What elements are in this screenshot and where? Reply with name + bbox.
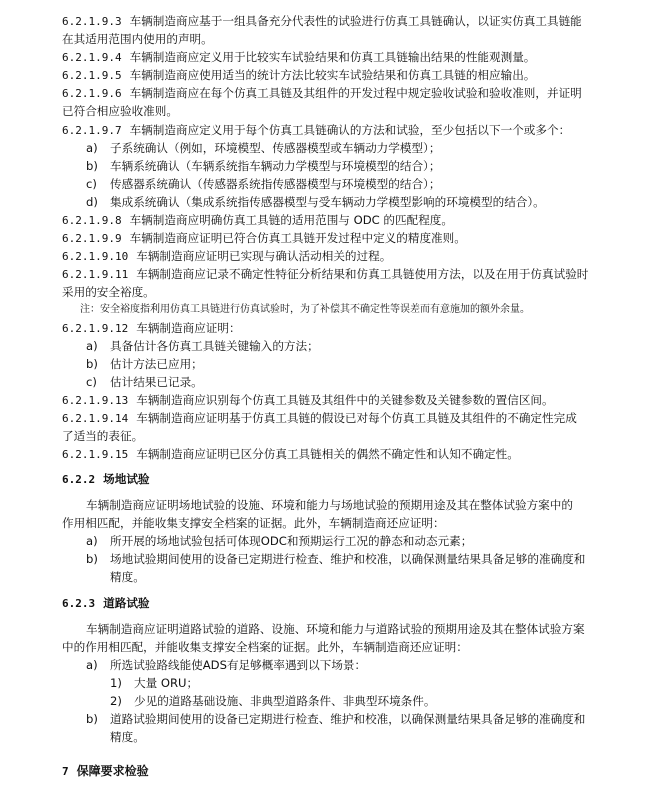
clause-text: 车辆制造商应在每个仿真工具链及其组件的开发过程中规定验收试验和验收准则，并证明 <box>129 86 582 100</box>
clause-number: 6.2.1.9.7 <box>62 124 122 137</box>
clause-6-2-1-9-13 <box>62 391 554 411</box>
list-marker: b) <box>86 552 98 566</box>
list-marker: c) <box>86 177 97 191</box>
list-text: 道路试验期间使用的设备已定期进行检查、维护和校准，以确保测量结果具备足够的准确度和 <box>110 712 586 726</box>
list-marker: d) <box>86 195 98 209</box>
clause-number: 6.2.1.9.4 <box>62 51 122 64</box>
clause-continuation: 已符合相应验收准则。 <box>62 104 178 118</box>
section-number: 6.2.2 <box>62 473 96 486</box>
clause-number: 6.2.1.9.14 <box>62 412 129 425</box>
clause-6-2-1-9-6 <box>62 84 582 104</box>
clause-continuation: 采用的安全裕度。 <box>62 285 155 299</box>
clause-text: 车辆制造商应定义用于比较实车试验结果和仿真工具链输出结果的性能观测量。 <box>129 50 536 64</box>
clause-number: 6.2.1.9.8 <box>62 214 122 227</box>
clause-text: 车辆制造商应证明基于仿真工具链的假设已对每个仿真工具链及其组件的不确定性完成 <box>136 411 577 425</box>
list-text: 估计结果已记录。 <box>110 375 203 389</box>
clause-number: 6.2.1.9.11 <box>62 268 129 281</box>
list-continuation: 精度。 <box>110 730 145 744</box>
list-text: 估计方法已应用； <box>110 357 203 371</box>
clause-6-2-1-9-15 <box>62 445 519 465</box>
list-text: 所开展的场地试验包括可体现ODC和预期运行工况的静态和动态元素； <box>110 534 473 548</box>
clause-number: 6.2.1.9.15 <box>62 448 129 461</box>
clause-text: 车辆制造商应明确仿真工具链的适用范围与 ODC 的匹配程度。 <box>129 213 453 227</box>
clause-number: 6.2.1.9.3 <box>62 15 122 28</box>
list-marker: b) <box>86 159 98 173</box>
clause-text: 车辆制造商应基于一组具备充分代表性的试验进行仿真工具链确认，以证实仿真工具链能 <box>129 14 582 28</box>
list-text: 传感器系统确认（传感器系统指传感器模型与环境模型的结合）； <box>110 177 441 191</box>
list-marker: 1) <box>110 676 122 690</box>
section-heading-6-2-2 <box>62 470 150 490</box>
list-text: 子系统确认（例如，环境模型、传感器模型或车辆动力学模型）； <box>110 141 441 155</box>
section-number: 6.2.3 <box>62 597 96 610</box>
chapter-heading-7 <box>62 762 149 782</box>
clause-text: 车辆制造商应使用适当的统计方法比较实车试验结果和仿真工具链的相应输出。 <box>129 68 536 82</box>
list-marker: b) <box>86 712 98 726</box>
clause-number: 6.2.1.9.10 <box>62 250 129 263</box>
list-marker: 2) <box>110 694 122 708</box>
clause-6-2-1-9-10 <box>62 247 391 267</box>
list-text: 具备估计各仿真工具链关键输入的方法； <box>110 339 319 353</box>
clause-6-2-1-9-8 <box>62 211 453 231</box>
clause-number: 6.2.1.9.5 <box>62 69 122 82</box>
list-text: 所选试验路线能使ADS有足够概率遇到以下场景： <box>110 658 367 672</box>
list-text: 集成系统确认（集成系统指传感器模型与受车辆动力学模型影响的环境模型的结合）。 <box>110 195 545 209</box>
clause-6-2-1-9-5 <box>62 66 535 86</box>
chapter-number: 7 <box>62 765 69 778</box>
chapter-title: 保障要求检验 <box>76 764 149 778</box>
section-heading-6-2-3 <box>62 594 150 614</box>
clause-6-2-1-9-9 <box>62 229 466 249</box>
clause-6-2-1-9-4 <box>62 48 535 68</box>
clause-number: 6.2.1.9.13 <box>62 394 129 407</box>
list-marker: c) <box>86 375 97 389</box>
clause-number: 6.2.1.9.12 <box>62 322 129 335</box>
paragraph-line: 作用相匹配，并能收集支撑安全档案的证据。此外，车辆制造商还应证明： <box>62 516 445 530</box>
clause-6-2-1-9-12 <box>62 319 241 339</box>
paragraph-line: 车辆制造商应证明场地试验的设施、环境和能力与场地试验的预期用途及其在整体试验方案中的 <box>86 498 573 512</box>
clause-text: 车辆制造商应定义用于每个仿真工具链确认的方法和试验，至少包括以下一个或多个： <box>129 123 571 137</box>
list-marker: a) <box>86 339 98 353</box>
list-marker: b) <box>86 357 98 371</box>
list-marker: a) <box>86 141 98 155</box>
paragraph-line: 中的作用相匹配，并能收集支撑安全档案的证据。此外，车辆制造商还应证明： <box>62 640 468 654</box>
list-marker: a) <box>86 658 98 672</box>
list-text: 少见的道路基础设施、非典型道路条件、非典型环境条件。 <box>134 694 436 708</box>
clause-text: 车辆制造商应记录不确定性特征分析结果和仿真工具链使用方法，以及在用于仿真试验时 <box>136 267 589 281</box>
list-marker: a) <box>86 534 98 548</box>
clause-text: 车辆制造商应证明： <box>136 321 241 335</box>
note: 注：安全裕度指利用仿真工具链进行仿真试验时，为了补偿其不确定性等误差而有意施加的额外余量。 <box>80 304 530 315</box>
list-continuation: 精度。 <box>110 570 145 584</box>
clause-6-2-1-9-11 <box>62 265 588 285</box>
clause-text: 车辆制造商应证明已符合仿真工具链开发过程中定义的精度准则。 <box>129 231 466 245</box>
list-text: 场地试验期间使用的设备已定期进行检查、维护和校准，以确保测量结果具备足够的准确度和 <box>110 552 586 566</box>
clause-6-2-1-9-3 <box>62 12 582 32</box>
clause-number: 6.2.1.9.6 <box>62 87 122 100</box>
clause-continuation: 在其适用范围内使用的声明。 <box>62 32 213 46</box>
list-text: 车辆系统确认（车辆系统指车辆动力学模型与环境模型的结合）； <box>110 159 441 173</box>
clause-text: 车辆制造商应识别每个仿真工具链及其组件中的关键参数及关键参数的置信区间。 <box>136 393 554 407</box>
clause-number: 6.2.1.9.9 <box>62 232 122 245</box>
section-title: 道路试验 <box>103 596 150 610</box>
clause-6-2-1-9-7 <box>62 121 570 141</box>
clause-text: 车辆制造商应证明已实现与确认活动相关的过程。 <box>136 249 392 263</box>
section-title: 场地试验 <box>103 472 150 486</box>
list-text: 大量 ORU； <box>134 676 199 690</box>
clause-text: 车辆制造商应证明已区分仿真工具链相关的偶然不确定性和认知不确定性。 <box>136 447 519 461</box>
clause-continuation: 了适当的表征。 <box>62 429 144 443</box>
clause-6-2-1-9-14 <box>62 409 577 429</box>
paragraph-line: 车辆制造商应证明道路试验的道路、设施、环境和能力与道路试验的预期用途及其在整体试验方案 <box>86 622 585 636</box>
